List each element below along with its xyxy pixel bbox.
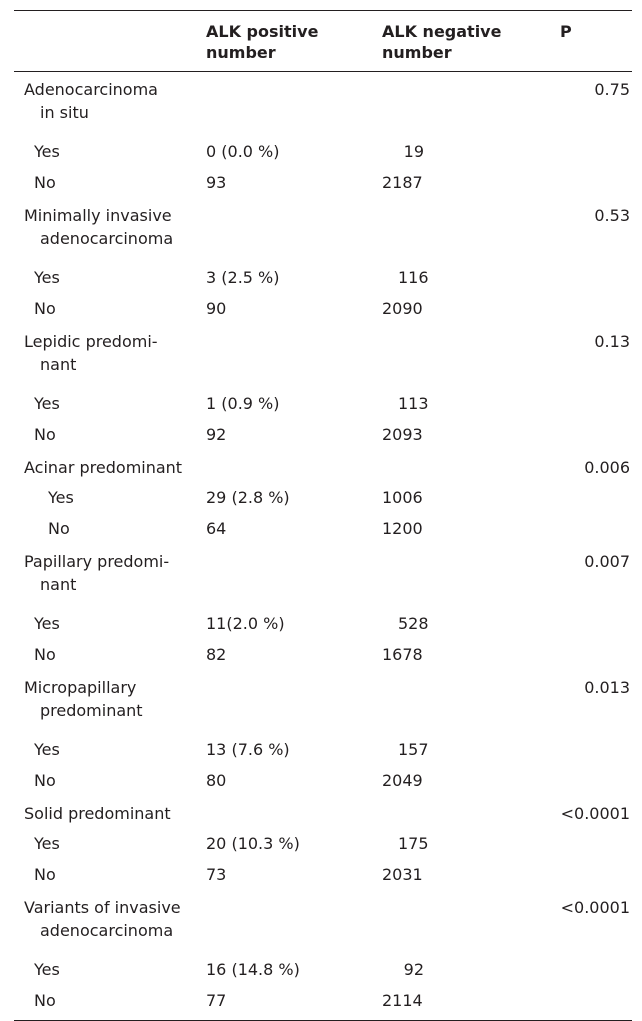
p-value: 0.013 (584, 678, 630, 697)
p-value: 0.007 (584, 552, 630, 571)
table-body (14, 72, 632, 1016)
table-header (14, 11, 632, 72)
alk-positive-cell: 13 (7.6 %) (206, 740, 290, 759)
table-row-no (14, 419, 632, 450)
row-label: No (34, 299, 56, 318)
alk-positive-cell: 82 (206, 645, 227, 664)
alk-positive-cell: 29 (2.8 %) (206, 488, 290, 507)
p-value: 0.53 (594, 206, 630, 225)
row-label: Yes (34, 268, 60, 287)
table-row-no (14, 639, 632, 670)
category-row (14, 670, 632, 734)
row-label: No (34, 771, 56, 790)
table-row-yes (14, 388, 632, 419)
alk-negative-cell: 19 (403, 142, 424, 161)
table-row-no (14, 765, 632, 796)
row-label: No (48, 519, 70, 538)
row-label: Yes (34, 960, 60, 979)
alk-negative-cell: 2031 (382, 865, 423, 884)
category-label-line2: adenocarcinoma (40, 921, 174, 940)
alk-positive-cell: 77 (206, 991, 227, 1010)
p-value: <0.0001 (560, 898, 630, 917)
header-alk-positive: ALK positive number (206, 22, 319, 62)
table-row-no (14, 513, 632, 544)
table-row-yes (14, 828, 632, 859)
category-label (24, 78, 184, 124)
category-row (14, 198, 632, 262)
alk-negative-cell: 113 (398, 394, 429, 413)
category-label (24, 550, 184, 596)
row-label: Yes (48, 488, 74, 507)
table-row-yes (14, 262, 632, 293)
alk-positive-cell: 80 (206, 771, 227, 790)
row-label: Yes (34, 142, 60, 161)
category-label-line1: Acinar predominant (24, 458, 183, 477)
table-row-no (14, 293, 632, 324)
category-row (14, 324, 632, 388)
alk-positive-cell: 1 (0.9 %) (206, 394, 280, 413)
alk-positive-cell: 11(2.0 %) (206, 614, 285, 633)
row-label: Yes (34, 740, 60, 759)
alk-positive-cell: 20 (10.3 %) (206, 834, 300, 853)
alk-positive-cell: 0 (0.0 %) (206, 142, 280, 161)
p-value: <0.0001 (560, 804, 630, 823)
category-row (14, 450, 632, 482)
alk-negative-cell: 1200 (382, 519, 423, 538)
category-label-line1: Variants of invasive (24, 898, 181, 917)
table-row-no (14, 985, 632, 1016)
category-label (24, 802, 184, 825)
category-row (14, 544, 632, 608)
alk-negative-cell: 528 (398, 614, 429, 633)
category-label-line1: Minimally invasive (24, 206, 172, 225)
category-label (24, 676, 184, 722)
category-label-line2: adenocarcinoma (40, 229, 174, 248)
category-label-line2: nant (40, 355, 77, 374)
header-alk-negative: ALK negative number (382, 22, 502, 62)
category-row (14, 72, 632, 136)
row-label: No (34, 425, 56, 444)
row-label: No (34, 645, 56, 664)
alk-positive-cell: 73 (206, 865, 227, 884)
table-row-yes (14, 954, 632, 985)
category-label (24, 456, 184, 479)
category-label-line1: Lepidic predomi- (24, 332, 158, 351)
category-label-line2: nant (40, 575, 77, 594)
category-label-line2: predominant (40, 701, 143, 720)
alk-positive-cell: 16 (14.8 %) (206, 960, 300, 979)
header-p-value: P (560, 22, 572, 41)
row-label: Yes (34, 614, 60, 633)
alk-negative-cell: 2114 (382, 991, 423, 1010)
category-row (14, 890, 632, 954)
table-row-yes (14, 608, 632, 639)
results-table (14, 10, 632, 1021)
category-label (24, 330, 184, 376)
alk-negative-cell: 2049 (382, 771, 423, 790)
alk-positive-cell: 93 (206, 173, 227, 192)
alk-negative-cell: 1678 (382, 645, 423, 664)
alk-negative-cell: 2093 (382, 425, 423, 444)
row-label: No (34, 991, 56, 1010)
row-label: No (34, 173, 56, 192)
table-row-yes (14, 734, 632, 765)
table-row-no (14, 859, 632, 890)
category-label (24, 204, 184, 250)
alk-positive-cell: 64 (206, 519, 227, 538)
alk-positive-cell: 90 (206, 299, 227, 318)
category-row (14, 796, 632, 828)
alk-negative-cell: 1006 (382, 488, 423, 507)
alk-negative-cell: 92 (403, 960, 424, 979)
p-value: 0.13 (594, 332, 630, 351)
alk-negative-cell: 175 (398, 834, 429, 853)
category-label-line1: Solid predominant (24, 804, 171, 823)
table-row-no (14, 167, 632, 198)
alk-negative-cell: 2090 (382, 299, 423, 318)
p-value: 0.75 (594, 80, 630, 99)
table-row-yes (14, 136, 632, 167)
alk-negative-cell: 2187 (382, 173, 423, 192)
p-value: 0.006 (584, 458, 630, 477)
category-label (24, 896, 184, 942)
alk-negative-cell: 157 (398, 740, 429, 759)
category-label-line1: Papillary predomi- (24, 552, 170, 571)
category-label-line1: Adenocarcinoma (24, 80, 158, 99)
category-label-line1: Micropapillary (24, 678, 137, 697)
row-label: No (34, 865, 56, 884)
row-label: Yes (34, 394, 60, 413)
category-label-line2: in situ (40, 103, 89, 122)
alk-negative-cell: 116 (398, 268, 429, 287)
row-label: Yes (34, 834, 60, 853)
table-row-yes (14, 482, 632, 513)
alk-positive-cell: 92 (206, 425, 227, 444)
alk-positive-cell: 3 (2.5 %) (206, 268, 280, 287)
